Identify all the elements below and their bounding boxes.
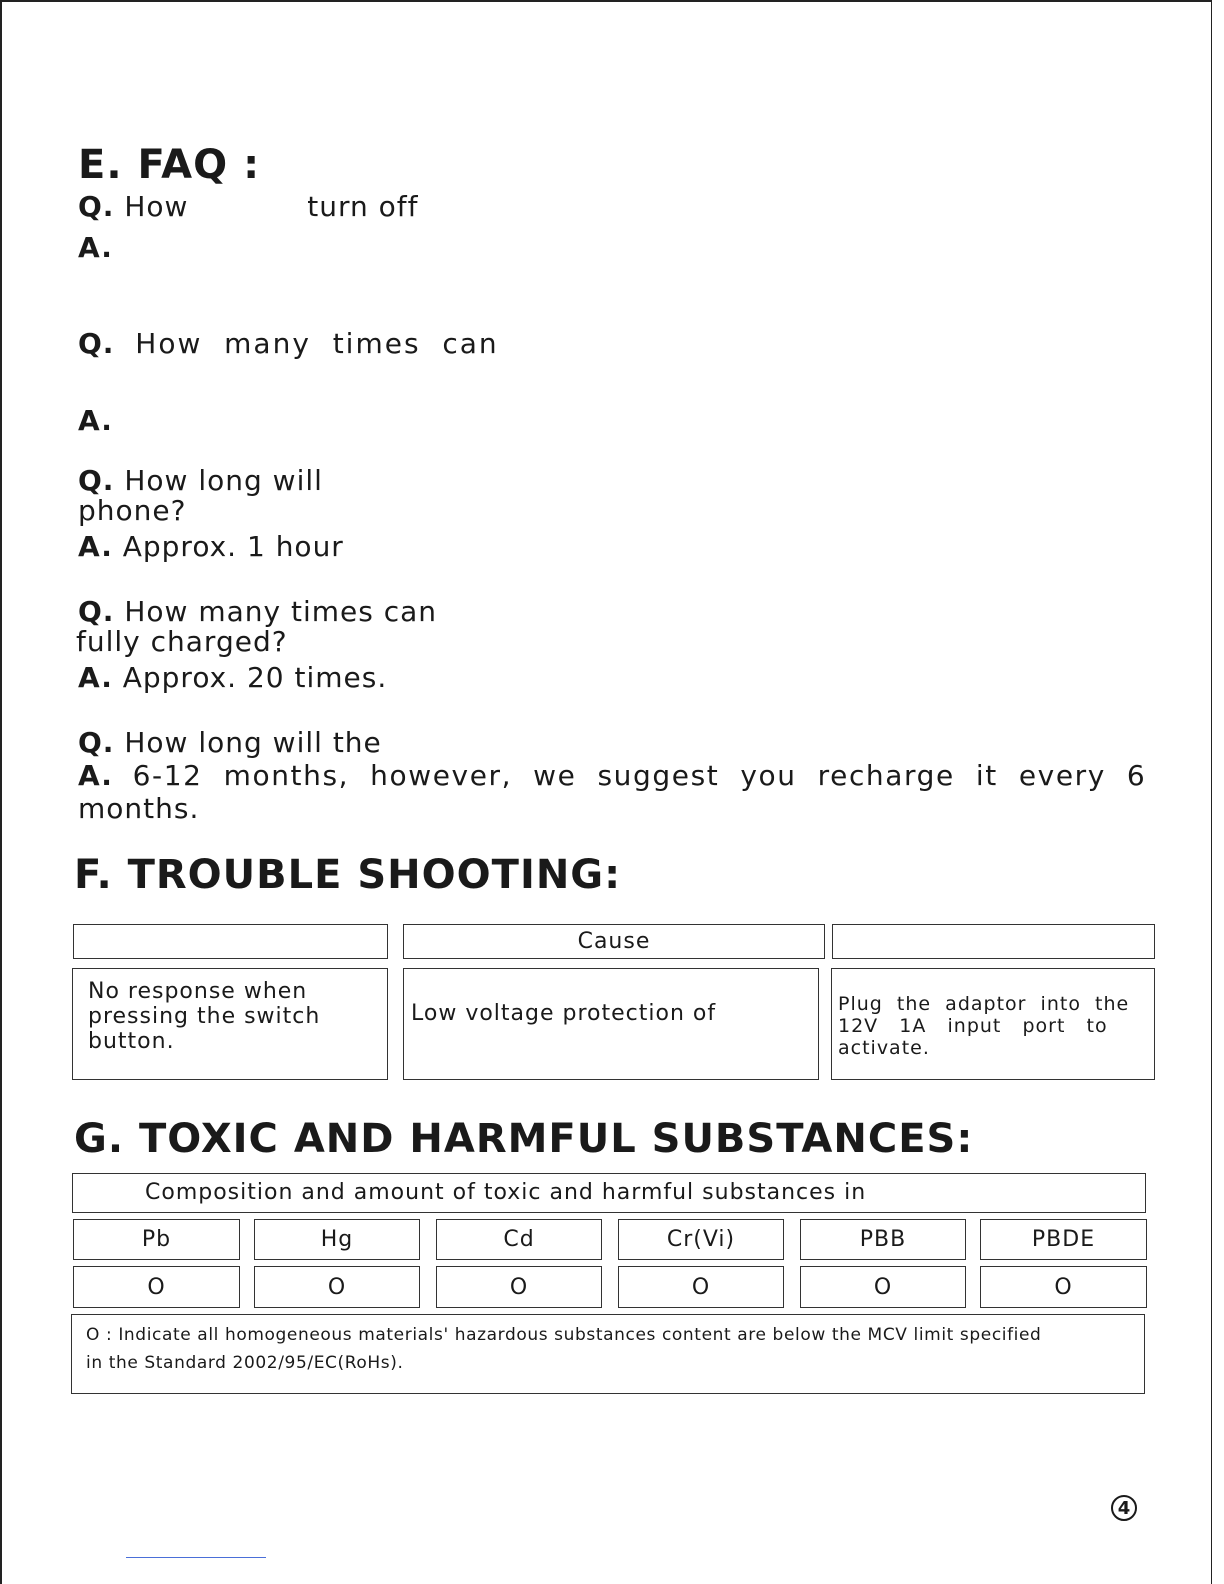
a-marker: A. bbox=[78, 759, 113, 792]
problem-line: pressing the switch bbox=[88, 1004, 321, 1029]
faq-question-1 bbox=[78, 190, 419, 223]
q-marker: Q. bbox=[78, 464, 115, 497]
a-marker: A. bbox=[78, 661, 113, 694]
q-marker: Q. bbox=[78, 190, 115, 223]
substance-pbb: PBB bbox=[800, 1219, 966, 1260]
mark-crvi: O bbox=[618, 1266, 784, 1308]
cause-text: Low voltage protection of bbox=[411, 1001, 717, 1026]
troubleshooting-heading: F. TROUBLE SHOOTING: bbox=[74, 852, 622, 898]
header-problem bbox=[73, 924, 388, 959]
composition-label: Composition and amount of toxic and harmful substances in bbox=[145, 1180, 867, 1205]
substance-cd: Cd bbox=[436, 1219, 602, 1260]
page-number: 4 bbox=[1111, 1495, 1137, 1521]
faq-answer-5 bbox=[78, 759, 1147, 792]
faq-answer-4 bbox=[78, 661, 387, 694]
faq-question-2 bbox=[78, 327, 499, 360]
faq-answer-3 bbox=[78, 530, 344, 563]
faq-question-3-cont: phone? bbox=[78, 494, 187, 527]
faq-answer-2 bbox=[78, 404, 113, 437]
solution-line: Plug the adaptor into the bbox=[838, 993, 1130, 1015]
mark-pb: O bbox=[73, 1266, 240, 1308]
question-text: How many times can bbox=[124, 327, 499, 360]
question-text: How turn off bbox=[124, 190, 419, 223]
note-line: in the Standard 2002/95/EC(RoHs). bbox=[86, 1353, 404, 1373]
substance-crvi: Cr(Vi) bbox=[618, 1219, 784, 1260]
mark-pbb: O bbox=[800, 1266, 966, 1308]
toxic-heading: G. TOXIC AND HARMFUL SUBSTANCES: bbox=[74, 1116, 974, 1162]
problem-line: No response when bbox=[88, 979, 308, 1004]
note-line: O : Indicate all homogeneous materials' hazardous substances content are below the MCV limit specified bbox=[86, 1325, 1042, 1345]
answer-text: Approx. 1 hour bbox=[122, 530, 344, 563]
faq-question-4 bbox=[78, 595, 437, 628]
faq-answer-1 bbox=[78, 231, 113, 264]
solution-line: activate. bbox=[838, 1037, 930, 1059]
substance-pbde: PBDE bbox=[980, 1219, 1147, 1260]
faq-question-4-cont: fully charged? bbox=[76, 625, 288, 658]
header-cause: Cause bbox=[403, 924, 825, 959]
problem-line: button. bbox=[88, 1029, 175, 1054]
mark-hg: O bbox=[254, 1266, 420, 1308]
question-text: How long will bbox=[114, 464, 323, 497]
header-solution bbox=[832, 924, 1155, 959]
faq-answer-5-cont: months. bbox=[78, 792, 200, 825]
a-marker: A. bbox=[78, 404, 113, 437]
question-text: How many times can bbox=[124, 595, 438, 628]
q-marker: Q. bbox=[78, 595, 115, 628]
composition-header bbox=[72, 1173, 1146, 1213]
substance-pb: Pb bbox=[73, 1219, 240, 1260]
mark-cd: O bbox=[436, 1266, 602, 1308]
substance-hg: Hg bbox=[254, 1219, 420, 1260]
cause-cell bbox=[403, 968, 819, 1080]
solution-line: 12V 1A input port to bbox=[838, 1015, 1108, 1037]
rohs-note bbox=[71, 1314, 1145, 1394]
faq-heading: E. FAQ : bbox=[78, 142, 261, 188]
a-marker: A. bbox=[78, 530, 113, 563]
faq-question-3 bbox=[78, 464, 323, 497]
blue-underline bbox=[126, 1557, 266, 1558]
mark-pbde: O bbox=[980, 1266, 1147, 1308]
q-marker: Q. bbox=[78, 726, 115, 759]
solution-cell bbox=[831, 968, 1155, 1080]
answer-text: 6-12 months, however, we suggest you recharge it every 6 bbox=[132, 759, 1147, 792]
question-text: How long will the bbox=[124, 726, 382, 759]
a-marker: A. bbox=[78, 231, 113, 264]
answer-text: Approx. 20 times. bbox=[122, 661, 388, 694]
faq-question-5 bbox=[78, 726, 382, 759]
problem-cell bbox=[72, 968, 388, 1080]
q-marker: Q. bbox=[78, 327, 115, 360]
